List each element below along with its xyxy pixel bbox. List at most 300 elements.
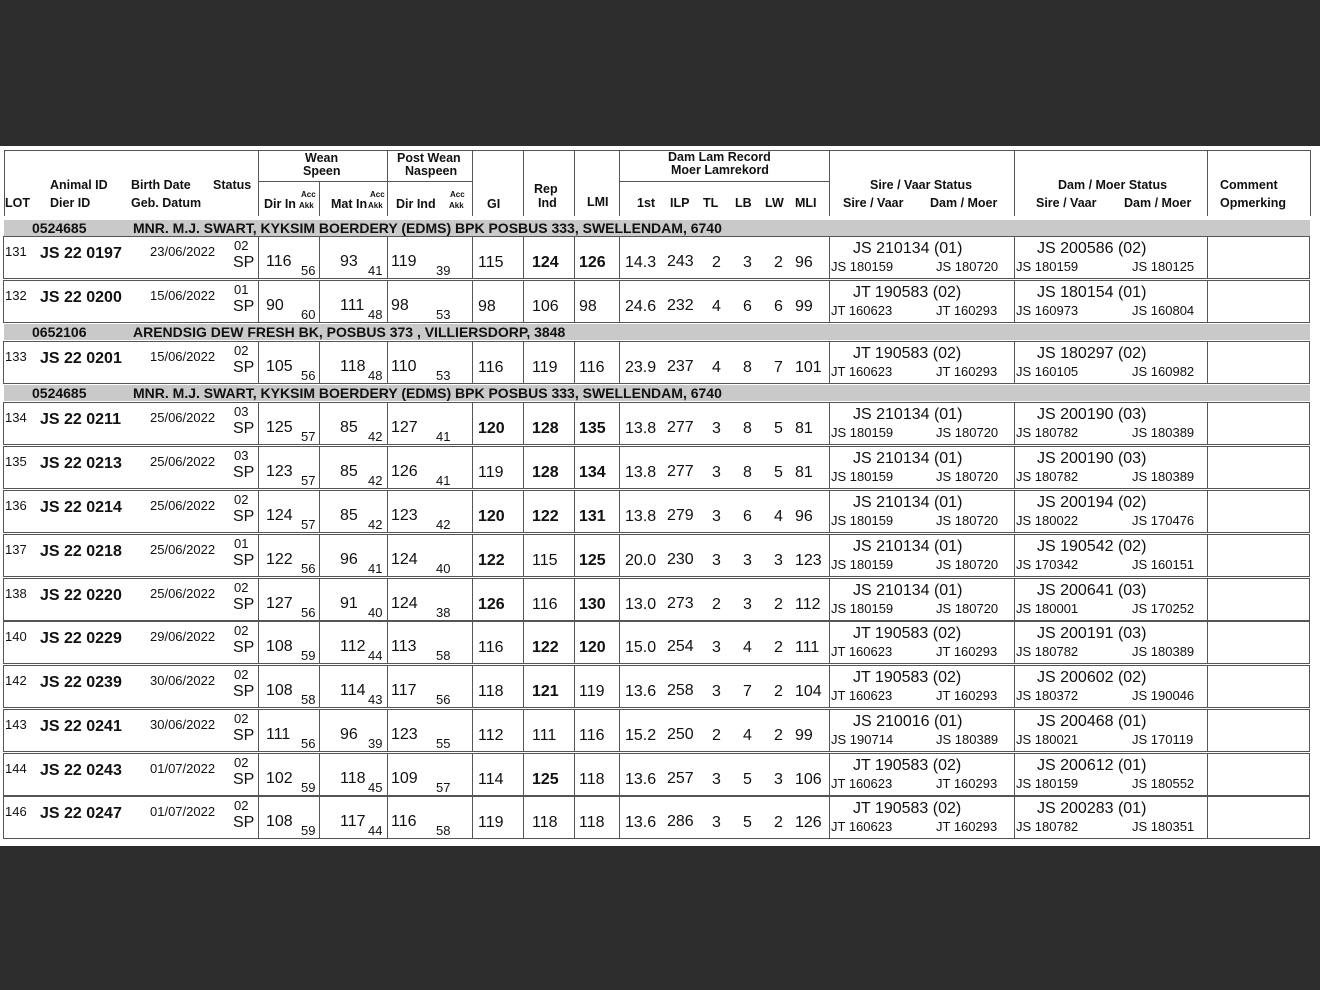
column-divider bbox=[523, 709, 524, 752]
dir-in-value: 125 bbox=[266, 419, 293, 436]
mat-in-value: 112 bbox=[340, 638, 366, 655]
lw-value: 2 bbox=[774, 683, 783, 700]
column-divider bbox=[619, 753, 620, 796]
animal-id: JS 22 0243 bbox=[40, 762, 122, 779]
gi-value: 114 bbox=[478, 771, 504, 788]
tl-value: 2 bbox=[712, 254, 721, 271]
column-divider bbox=[574, 753, 575, 796]
column-divider bbox=[1014, 796, 1015, 839]
column-divider bbox=[829, 236, 830, 279]
dir-in-acc: 56 bbox=[301, 263, 316, 278]
column-divider bbox=[829, 796, 830, 839]
column-divider bbox=[619, 402, 620, 445]
column-divider bbox=[1207, 490, 1208, 533]
mli-value: 81 bbox=[795, 464, 813, 481]
band-consignor bbox=[4, 324, 1310, 340]
rep-ind-value: 116 bbox=[532, 596, 558, 613]
column-divider bbox=[1014, 236, 1015, 279]
column-divider bbox=[387, 402, 388, 445]
sire-status: JS 210134 (01) bbox=[853, 406, 963, 423]
status-type: SP bbox=[233, 420, 255, 437]
ilp-value: 232 bbox=[667, 297, 694, 314]
lw-value: 2 bbox=[774, 254, 783, 271]
lw-value: 6 bbox=[774, 298, 783, 315]
column-divider bbox=[387, 446, 388, 489]
sire-dam: JS 180720 bbox=[936, 425, 999, 440]
dam-dam: JS 180389 bbox=[1132, 644, 1195, 659]
dam-sire: JS 180159 bbox=[1016, 259, 1079, 274]
status-type: SP bbox=[233, 814, 255, 831]
lot-number: 137 bbox=[5, 542, 27, 557]
ilp-value: 286 bbox=[667, 813, 694, 830]
first-value: 13.6 bbox=[625, 771, 657, 788]
column-divider bbox=[829, 578, 830, 621]
header-dir-ind: Dir Ind bbox=[396, 197, 436, 211]
column-divider bbox=[523, 402, 524, 445]
lb-value: 3 bbox=[743, 552, 752, 569]
table-row[interactable] bbox=[3, 621, 1310, 664]
dir-in-acc: 59 bbox=[301, 780, 316, 795]
column-divider bbox=[1207, 280, 1208, 323]
sire-dam: JT 160293 bbox=[936, 776, 998, 791]
column-divider bbox=[258, 665, 259, 708]
column-divider bbox=[574, 621, 575, 664]
ilp-value: 230 bbox=[667, 551, 694, 568]
status-code: 02 bbox=[234, 580, 249, 595]
column-divider bbox=[319, 621, 320, 664]
dir-ind-acc: 39 bbox=[436, 263, 451, 278]
header-naspeen: Naspeen bbox=[405, 164, 458, 178]
header-dir-in: Dir In bbox=[264, 197, 296, 211]
table-row[interactable] bbox=[3, 753, 1310, 796]
dam-status: JS 200468 (01) bbox=[1037, 713, 1147, 730]
column-divider bbox=[319, 534, 320, 577]
dir-ind-value: 127 bbox=[391, 419, 418, 436]
column-divider bbox=[1207, 665, 1208, 708]
rep-ind-value: 122 bbox=[532, 508, 559, 525]
sire-status: JS 210134 (01) bbox=[853, 582, 963, 599]
first-value: 23.9 bbox=[625, 359, 657, 376]
dir-in-value: 127 bbox=[266, 595, 293, 612]
lmi-value: 119 bbox=[579, 683, 605, 700]
column-divider bbox=[472, 534, 473, 577]
sire-dam: JS 180720 bbox=[936, 557, 999, 572]
first-value: 13.6 bbox=[625, 683, 657, 700]
ilp-value: 254 bbox=[667, 638, 694, 655]
header-dam-moer-2: Dam / Moer bbox=[1124, 196, 1192, 210]
dam-dam: JS 170252 bbox=[1132, 601, 1195, 616]
sire-dam: JS 180720 bbox=[936, 601, 999, 616]
column-divider bbox=[523, 534, 524, 577]
consignor-id: 0524685 bbox=[32, 220, 87, 236]
lw-value: 5 bbox=[774, 420, 783, 437]
table-row[interactable] bbox=[3, 578, 1310, 621]
mat-in-acc: 48 bbox=[368, 307, 383, 322]
header-speen: Speen bbox=[303, 164, 341, 178]
dir-ind-value: 126 bbox=[391, 463, 418, 480]
sire-sire: JT 160623 bbox=[831, 303, 893, 318]
rep-ind-value: 111 bbox=[532, 727, 557, 744]
dir-ind-acc: 40 bbox=[436, 561, 451, 576]
column-divider bbox=[829, 490, 830, 533]
column-divider bbox=[1207, 341, 1208, 384]
sire-sire: JT 160623 bbox=[831, 776, 893, 791]
catalogue-sheet bbox=[0, 146, 1320, 846]
mli-value: 96 bbox=[795, 254, 813, 271]
dir-ind-acc: 56 bbox=[436, 692, 451, 707]
lb-value: 6 bbox=[743, 508, 752, 525]
lw-value: 2 bbox=[774, 639, 783, 656]
mat-in-value: 118 bbox=[340, 770, 366, 787]
column-divider bbox=[1014, 280, 1015, 323]
header-post-wean: Post Wean bbox=[397, 151, 461, 165]
column-divider bbox=[1014, 665, 1015, 708]
column-divider bbox=[574, 446, 575, 489]
dir-ind-value: 124 bbox=[391, 551, 418, 568]
dam-sire: JS 170342 bbox=[1016, 557, 1079, 572]
tl-value: 3 bbox=[712, 420, 721, 437]
dir-ind-value: 119 bbox=[391, 253, 417, 270]
dir-ind-value: 110 bbox=[391, 358, 417, 375]
animal-id: JS 22 0241 bbox=[40, 718, 122, 735]
column-divider bbox=[829, 753, 830, 796]
header-sire-status: Sire / Vaar Status bbox=[870, 178, 973, 192]
dam-sire: JS 180782 bbox=[1016, 425, 1079, 440]
sire-sire: JS 180159 bbox=[831, 513, 894, 528]
column-divider bbox=[387, 709, 388, 752]
mat-in-value: 118 bbox=[340, 358, 366, 375]
status-type: SP bbox=[233, 639, 255, 656]
column-divider bbox=[574, 341, 575, 384]
dir-in-value: 108 bbox=[266, 638, 293, 655]
column-divider bbox=[619, 621, 620, 664]
dam-dam: JS 160804 bbox=[1132, 303, 1195, 318]
dir-ind-value: 117 bbox=[391, 682, 417, 699]
lw-value: 2 bbox=[774, 596, 783, 613]
dir-in-acc: 58 bbox=[301, 692, 316, 707]
status-type: SP bbox=[233, 771, 255, 788]
table-row[interactable] bbox=[3, 490, 1310, 533]
column-divider bbox=[619, 534, 620, 577]
dir-ind-acc: 53 bbox=[436, 307, 451, 322]
birth-date: 23/06/2022 bbox=[150, 244, 216, 259]
dir-in-value: 105 bbox=[266, 358, 293, 375]
tl-value: 3 bbox=[712, 464, 721, 481]
lw-value: 4 bbox=[774, 508, 783, 525]
rep-ind-value: 118 bbox=[532, 814, 558, 831]
dam-status: JS 180154 (01) bbox=[1037, 284, 1147, 301]
rep-ind-value: 106 bbox=[532, 298, 559, 315]
birth-date: 25/06/2022 bbox=[150, 586, 216, 601]
column-divider bbox=[258, 709, 259, 752]
column-divider bbox=[472, 446, 473, 489]
column-divider bbox=[619, 341, 620, 384]
column-divider bbox=[319, 236, 320, 279]
status-type: SP bbox=[233, 552, 255, 569]
column-divider bbox=[574, 280, 575, 323]
lmi-value: 125 bbox=[579, 552, 606, 569]
status-code: 03 bbox=[234, 404, 249, 419]
header-mat-in: Mat In bbox=[331, 197, 368, 211]
lmi-value: 134 bbox=[579, 464, 606, 481]
column-divider bbox=[1207, 236, 1208, 279]
status-type: SP bbox=[233, 508, 255, 525]
tl-value: 4 bbox=[712, 359, 721, 376]
header-mli: MLI bbox=[795, 196, 817, 210]
dir-ind-acc: 42 bbox=[436, 517, 451, 532]
column-divider bbox=[619, 796, 620, 839]
dir-ind-value: 113 bbox=[391, 638, 417, 655]
header-acc: Acc bbox=[450, 190, 465, 199]
header-sire-vaar-2: Sire / Vaar bbox=[1036, 196, 1097, 210]
dir-in-acc: 57 bbox=[301, 429, 316, 444]
sire-status: JT 190583 (02) bbox=[853, 345, 962, 362]
mat-in-acc: 42 bbox=[368, 429, 383, 444]
mat-in-value: 85 bbox=[340, 463, 358, 480]
mat-in-value: 85 bbox=[340, 507, 358, 524]
header-geb-datum: Geb. Datum bbox=[131, 196, 202, 210]
dir-ind-acc: 41 bbox=[436, 473, 451, 488]
header-lmi: LMI bbox=[587, 195, 609, 209]
dir-in-value: 90 bbox=[266, 297, 284, 314]
table-row[interactable] bbox=[3, 446, 1310, 489]
column-divider bbox=[258, 490, 259, 533]
mli-value: 104 bbox=[795, 683, 822, 700]
status-code: 02 bbox=[234, 623, 249, 638]
column-divider bbox=[1207, 534, 1208, 577]
dir-ind-value: 98 bbox=[391, 297, 409, 314]
dir-in-acc: 57 bbox=[301, 517, 316, 532]
status-code: 02 bbox=[234, 798, 249, 813]
status-type: SP bbox=[233, 464, 255, 481]
lot-number: 131 bbox=[5, 244, 27, 259]
consignor-name: ARENDSIG DEW FRESH BK, POSBUS 373 , VILLIERSDORP, 3848 bbox=[133, 324, 566, 340]
dam-status: JS 200283 (01) bbox=[1037, 800, 1147, 817]
lw-value: 2 bbox=[774, 814, 783, 831]
rep-ind-value: 121 bbox=[532, 683, 559, 700]
consignor-id: 0524685 bbox=[32, 385, 87, 401]
status-code: 02 bbox=[234, 238, 249, 253]
mat-in-value: 96 bbox=[340, 551, 358, 568]
mat-in-acc: 43 bbox=[368, 692, 383, 707]
sire-sire: JS 180159 bbox=[831, 557, 894, 572]
lb-value: 6 bbox=[743, 298, 752, 315]
header-lb: LB bbox=[735, 196, 752, 210]
first-value: 14.3 bbox=[625, 254, 657, 271]
column-divider bbox=[258, 341, 259, 384]
birth-date: 25/06/2022 bbox=[150, 410, 216, 425]
column-divider bbox=[523, 341, 524, 384]
status-code: 03 bbox=[234, 448, 249, 463]
column-divider bbox=[472, 753, 473, 796]
lot-number: 135 bbox=[5, 454, 27, 469]
dam-dam: JS 170476 bbox=[1132, 513, 1195, 528]
mat-in-value: 114 bbox=[340, 682, 366, 699]
sire-dam: JT 160293 bbox=[936, 364, 998, 379]
tl-value: 3 bbox=[712, 814, 721, 831]
dam-dam: JS 180125 bbox=[1132, 259, 1195, 274]
header-dier-id: Dier ID bbox=[50, 196, 91, 210]
column-divider bbox=[1014, 341, 1015, 384]
column-divider bbox=[523, 753, 524, 796]
rep-ind-value: 122 bbox=[532, 639, 559, 656]
lmi-value: 131 bbox=[579, 508, 606, 525]
table-row[interactable] bbox=[3, 709, 1310, 752]
header-wean: Wean bbox=[305, 151, 339, 165]
dam-sire: JS 180001 bbox=[1016, 601, 1079, 616]
mat-in-acc: 42 bbox=[368, 473, 383, 488]
sire-sire: JS 180159 bbox=[831, 425, 894, 440]
table-row[interactable] bbox=[3, 402, 1310, 445]
column-divider bbox=[472, 709, 473, 752]
dam-dam: JS 160982 bbox=[1132, 364, 1195, 379]
column-divider bbox=[829, 709, 830, 752]
dam-dam: JS 180552 bbox=[1132, 776, 1195, 791]
mli-value: 101 bbox=[795, 359, 822, 376]
mat-in-value: 85 bbox=[340, 419, 358, 436]
header-animal-id: Animal ID bbox=[50, 178, 108, 192]
dam-status: JS 200641 (03) bbox=[1037, 582, 1147, 599]
sire-sire: JT 160623 bbox=[831, 688, 893, 703]
column-divider bbox=[523, 665, 524, 708]
column-divider bbox=[619, 236, 620, 279]
first-value: 13.8 bbox=[625, 420, 657, 437]
column-divider bbox=[387, 280, 388, 323]
column-divider bbox=[319, 753, 320, 796]
sire-status: JS 210134 (01) bbox=[853, 538, 963, 555]
column-divider bbox=[258, 446, 259, 489]
birth-date: 25/06/2022 bbox=[150, 498, 216, 513]
table-row[interactable] bbox=[3, 236, 1310, 279]
column-divider bbox=[574, 709, 575, 752]
dam-dam: JS 180351 bbox=[1132, 819, 1195, 834]
column-divider bbox=[319, 665, 320, 708]
column-divider bbox=[1207, 796, 1208, 839]
birth-date: 30/06/2022 bbox=[150, 717, 216, 732]
table-row[interactable] bbox=[3, 796, 1310, 839]
column-divider bbox=[472, 490, 473, 533]
dir-in-acc: 56 bbox=[301, 736, 316, 751]
gi-value: 119 bbox=[478, 464, 504, 481]
table-row[interactable] bbox=[3, 341, 1310, 384]
sire-status: JT 190583 (02) bbox=[853, 800, 962, 817]
lot-number: 142 bbox=[5, 673, 27, 688]
mli-value: 99 bbox=[795, 727, 813, 744]
dir-in-value: 108 bbox=[266, 813, 293, 830]
lb-value: 3 bbox=[743, 254, 752, 271]
rep-ind-value: 128 bbox=[532, 420, 559, 437]
animal-id: JS 22 0218 bbox=[40, 543, 122, 560]
column-divider bbox=[387, 621, 388, 664]
mli-value: 123 bbox=[795, 552, 822, 569]
dir-in-acc: 56 bbox=[301, 561, 316, 576]
sire-dam: JT 160293 bbox=[936, 303, 998, 318]
column-divider bbox=[829, 621, 830, 664]
column-divider bbox=[1207, 578, 1208, 621]
tl-value: 3 bbox=[712, 771, 721, 788]
gi-value: 119 bbox=[478, 814, 504, 831]
header-rep: Rep bbox=[534, 182, 558, 196]
column-divider bbox=[472, 665, 473, 708]
dam-sire: JS 160105 bbox=[1016, 364, 1079, 379]
birth-date: 15/06/2022 bbox=[150, 288, 216, 303]
animal-id: JS 22 0229 bbox=[40, 630, 122, 647]
column-divider bbox=[387, 578, 388, 621]
animal-id: JS 22 0247 bbox=[40, 805, 122, 822]
gi-value: 112 bbox=[478, 727, 504, 744]
column-divider bbox=[1207, 753, 1208, 796]
dir-in-acc: 56 bbox=[301, 368, 316, 383]
column-divider bbox=[829, 341, 830, 384]
dir-ind-value: 123 bbox=[391, 726, 418, 743]
rep-ind-value: 119 bbox=[532, 359, 558, 376]
dir-ind-acc: 57 bbox=[436, 780, 451, 795]
column-divider bbox=[574, 534, 575, 577]
animal-id: JS 22 0211 bbox=[40, 411, 121, 428]
lw-value: 5 bbox=[774, 464, 783, 481]
rep-ind-value: 115 bbox=[532, 552, 558, 569]
dam-sire: JS 180021 bbox=[1016, 732, 1079, 747]
dir-in-acc: 56 bbox=[301, 605, 316, 620]
column-divider bbox=[619, 665, 620, 708]
column-divider bbox=[829, 534, 830, 577]
dam-sire: JS 160973 bbox=[1016, 303, 1079, 318]
dam-status: JS 200191 (03) bbox=[1037, 625, 1147, 642]
column-divider bbox=[523, 280, 524, 323]
column-divider bbox=[319, 341, 320, 384]
dir-in-value: 108 bbox=[266, 682, 293, 699]
animal-id: JS 22 0239 bbox=[40, 674, 122, 691]
dam-sire: JS 180372 bbox=[1016, 688, 1079, 703]
table-row[interactable] bbox=[3, 280, 1310, 323]
column-divider bbox=[387, 796, 388, 839]
sire-dam: JS 180720 bbox=[936, 259, 999, 274]
column-divider bbox=[1207, 402, 1208, 445]
column-divider bbox=[829, 402, 830, 445]
header-akk: Akk bbox=[299, 201, 314, 210]
lmi-value: 116 bbox=[579, 727, 605, 744]
column-divider bbox=[472, 402, 473, 445]
header-lw: LW bbox=[765, 196, 784, 210]
column-divider bbox=[523, 490, 524, 533]
column-divider bbox=[523, 796, 524, 839]
column-divider bbox=[619, 490, 620, 533]
lb-value: 3 bbox=[743, 596, 752, 613]
first-value: 13.8 bbox=[625, 464, 657, 481]
dam-dam: JS 160151 bbox=[1132, 557, 1195, 572]
dir-ind-acc: 58 bbox=[436, 648, 451, 663]
column-divider bbox=[829, 280, 830, 323]
first-value: 24.6 bbox=[625, 298, 657, 315]
column-divider bbox=[387, 341, 388, 384]
table-row[interactable] bbox=[3, 665, 1310, 708]
column-divider bbox=[319, 280, 320, 323]
tl-value: 4 bbox=[712, 298, 721, 315]
ilp-value: 277 bbox=[667, 463, 694, 480]
column-divider bbox=[472, 280, 473, 323]
ilp-value: 250 bbox=[667, 726, 694, 743]
lot-number: 136 bbox=[5, 498, 27, 513]
column-divider bbox=[523, 578, 524, 621]
dir-in-acc: 59 bbox=[301, 823, 316, 838]
sire-sire: JS 180159 bbox=[831, 601, 894, 616]
table-row[interactable] bbox=[3, 534, 1310, 577]
rep-ind-value: 125 bbox=[532, 771, 559, 788]
column-divider bbox=[1014, 490, 1015, 533]
header-akk: Akk bbox=[449, 201, 464, 210]
lmi-value: 116 bbox=[579, 359, 605, 376]
lw-value: 3 bbox=[774, 771, 783, 788]
